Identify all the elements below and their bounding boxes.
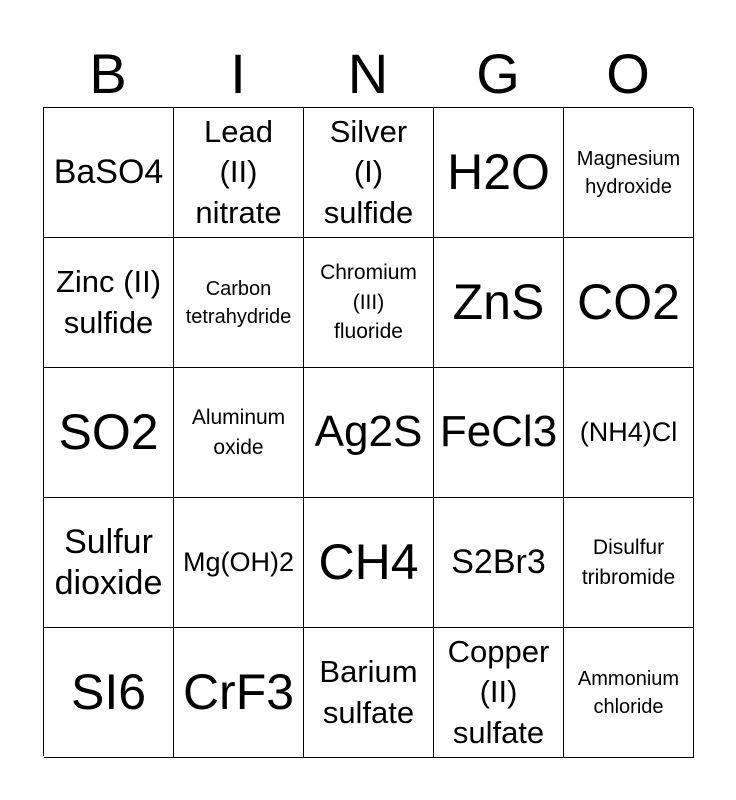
bingo-cell[interactable] bbox=[174, 628, 304, 758]
bingo-cell[interactable] bbox=[44, 498, 174, 628]
header-letter-i: I bbox=[230, 42, 246, 105]
cell-text: FeCl3 bbox=[439, 407, 558, 457]
bingo-cell[interactable] bbox=[434, 498, 564, 628]
bingo-cell[interactable] bbox=[564, 238, 694, 368]
header-letter-b: B bbox=[89, 42, 127, 105]
bingo-cell[interactable] bbox=[44, 628, 174, 758]
bingo-cell[interactable] bbox=[174, 498, 304, 628]
header-letter-o: O bbox=[606, 42, 650, 105]
bingo-cell[interactable] bbox=[434, 628, 564, 758]
bingo-cell[interactable] bbox=[564, 368, 694, 498]
cell-text: ZnS bbox=[452, 274, 545, 330]
cell-text: (NH4)Cl bbox=[579, 417, 678, 448]
bingo-cell[interactable] bbox=[434, 238, 564, 368]
bingo-cell[interactable] bbox=[304, 368, 434, 498]
bingo-cell[interactable] bbox=[44, 238, 174, 368]
cell-text: Disulfur tribromide bbox=[581, 536, 676, 589]
bingo-cell[interactable] bbox=[174, 368, 304, 498]
cell-text: Chromium (III) fluoride bbox=[320, 261, 417, 344]
cell-text: BaSO4 bbox=[53, 153, 164, 192]
bingo-cell[interactable] bbox=[564, 498, 694, 628]
bingo-cell[interactable] bbox=[174, 238, 304, 368]
bingo-cell[interactable] bbox=[44, 368, 174, 498]
header-letter-n: N bbox=[347, 42, 389, 105]
cell-text: Barium sulfate bbox=[319, 654, 418, 730]
header-letter-g: G bbox=[476, 42, 520, 105]
cell-text: Zinc (II) sulfide bbox=[55, 264, 162, 340]
cell-text: Magnesium hydroxide bbox=[576, 147, 681, 198]
cell-text: Aluminum oxide bbox=[191, 406, 286, 459]
bingo-cell[interactable] bbox=[564, 628, 694, 758]
cell-text: S2Br3 bbox=[451, 543, 546, 582]
bingo-header bbox=[43, 44, 693, 104]
bingo-cell[interactable] bbox=[304, 238, 434, 368]
cell-text: SI6 bbox=[70, 664, 147, 720]
cell-text: CH4 bbox=[318, 534, 419, 590]
cell-text: CrF3 bbox=[182, 664, 295, 720]
cell-text: Carbon tetrahydride bbox=[185, 277, 292, 328]
cell-text: H2O bbox=[447, 144, 550, 200]
cell-text: CO2 bbox=[577, 274, 680, 330]
cell-text: Copper (II) sulfate bbox=[447, 634, 550, 750]
bingo-cell[interactable] bbox=[174, 108, 304, 238]
bingo-cell[interactable] bbox=[304, 498, 434, 628]
bingo-cell[interactable] bbox=[434, 108, 564, 238]
bingo-cell[interactable] bbox=[564, 108, 694, 238]
cell-text: Silver (I) sulfide bbox=[323, 114, 414, 230]
bingo-cell[interactable] bbox=[434, 368, 564, 498]
bingo-cell[interactable] bbox=[304, 108, 434, 238]
cell-text: Sulfur dioxide bbox=[54, 522, 163, 602]
cell-text: Ammonium chloride bbox=[577, 667, 680, 718]
bingo-cell[interactable] bbox=[44, 108, 174, 238]
cell-text: SO2 bbox=[58, 404, 159, 460]
cell-text: Mg(OH)2 bbox=[182, 547, 294, 578]
cell-text: Ag2S bbox=[314, 407, 423, 457]
bingo-cell[interactable] bbox=[304, 628, 434, 758]
bingo-grid bbox=[43, 107, 693, 756]
cell-text: Lead (II) nitrate bbox=[195, 114, 282, 230]
